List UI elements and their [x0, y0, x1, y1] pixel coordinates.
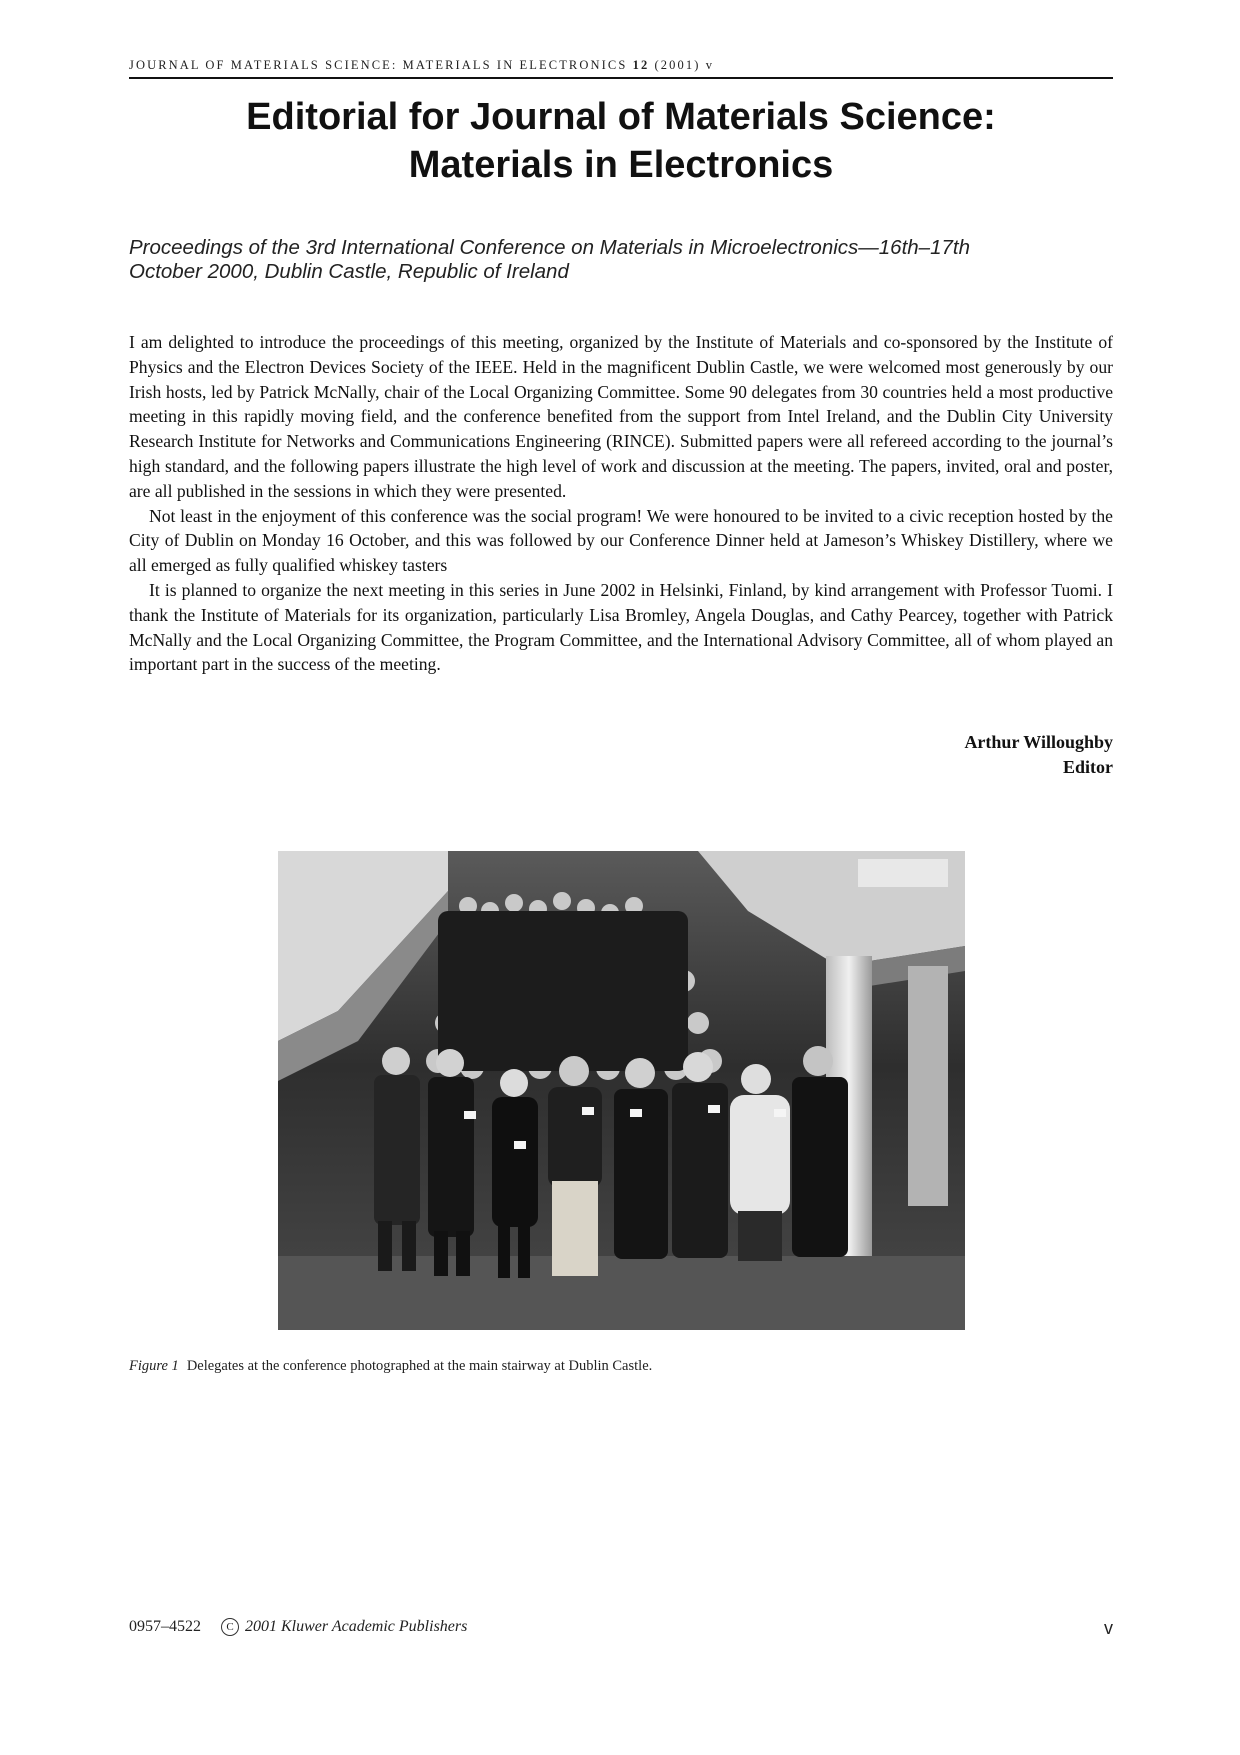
issn: 0957–4522: [129, 1618, 201, 1635]
paragraph-2: Not least in the enjoyment of this conference was the social program! We were honoured to be invited to a civic reception hosted by the City of Dublin on Monday 16 October, and this was followed by our Conference Dinner held at Jameson’s Whiskey Distillery, where we all emerged as fully qualified whiskey tasters: [129, 505, 1113, 576]
figure-caption: [129, 1358, 1113, 1375]
signature-role: Editor: [1062, 757, 1113, 777]
group-photo: [278, 851, 965, 1330]
paragraph-1: I am delighted to introduce the proceedings of this meeting, organized by the Institute of Materials and co-sponsored by the Institute of Physics and the Electron Devices Society of the IEEE. Held in the magnificent Dublin Castle, we were welcomed most generously by our Irish hosts, led by Patrick McNally, chair of the Local Organizing Committee. Some 90 delegates from 30 countries held a most productive meeting in this rapidly moving field, and the conference benefited from the support from Intel Ireland, and the Dublin City University Research Institute for Networks and Communications Engineering (RINCE). Submitted papers were all refereed according to the journal’s high standard, and the following papers illustrate the high level of work and discussion at the meeting. The papers, invited, oral and poster, are all published in the sessions in which they were presented.: [129, 332, 1113, 501]
title-line-2: Materials in Electronics: [408, 144, 834, 186]
signature: [129, 730, 1113, 780]
journal-name: JOURNAL OF MATERIALS SCIENCE: MATERIALS IN ELECTRONICS: [129, 58, 628, 72]
year-page: (2001) v: [654, 58, 715, 72]
page-number: v: [1104, 1618, 1113, 1638]
volume-number: 12: [632, 58, 650, 72]
copyright: [221, 1618, 467, 1635]
paragraph-3: It is planned to organize the next meeting in this series in June 2002 in Helsinki, Finland, by kind arrangement with Professor Tuomi. I thank the Institute of Materials for its organization, particularly Lisa Bromley, Angela Douglas, and Cathy Pearcey, together with Patrick McNally and the Local Organizing Committee, the Program Committee, and the International Advisory Committee, all of whom played an important part in the success of the meeting.: [129, 579, 1113, 675]
group-photo-illustration: [278, 851, 965, 1330]
subtitle-line-2: October 2000, Dublin Castle, Republic of Ireland: [129, 260, 569, 283]
subtitle: [129, 236, 1113, 284]
editorial-body: [129, 330, 1113, 677]
page-footer: [129, 1618, 1113, 1636]
title-line-1: Editorial for Journal of Materials Science:: [246, 96, 996, 138]
subtitle-line-1: Proceedings of the 3rd International Conference on Materials in Microelectronics—16th–17th: [129, 236, 970, 259]
copyright-icon: C: [221, 1618, 239, 1636]
figure-label: Figure 1: [129, 1358, 179, 1374]
running-head: [129, 58, 1113, 79]
signature-name: Arthur Willoughby: [964, 732, 1113, 752]
figure-caption-text: Delegates at the conference photographed at the main stairway at Dublin Castle.: [186, 1358, 653, 1374]
page-title: [129, 93, 1113, 189]
copyright-text: 2001 Kluwer Academic Publishers: [245, 1618, 468, 1635]
